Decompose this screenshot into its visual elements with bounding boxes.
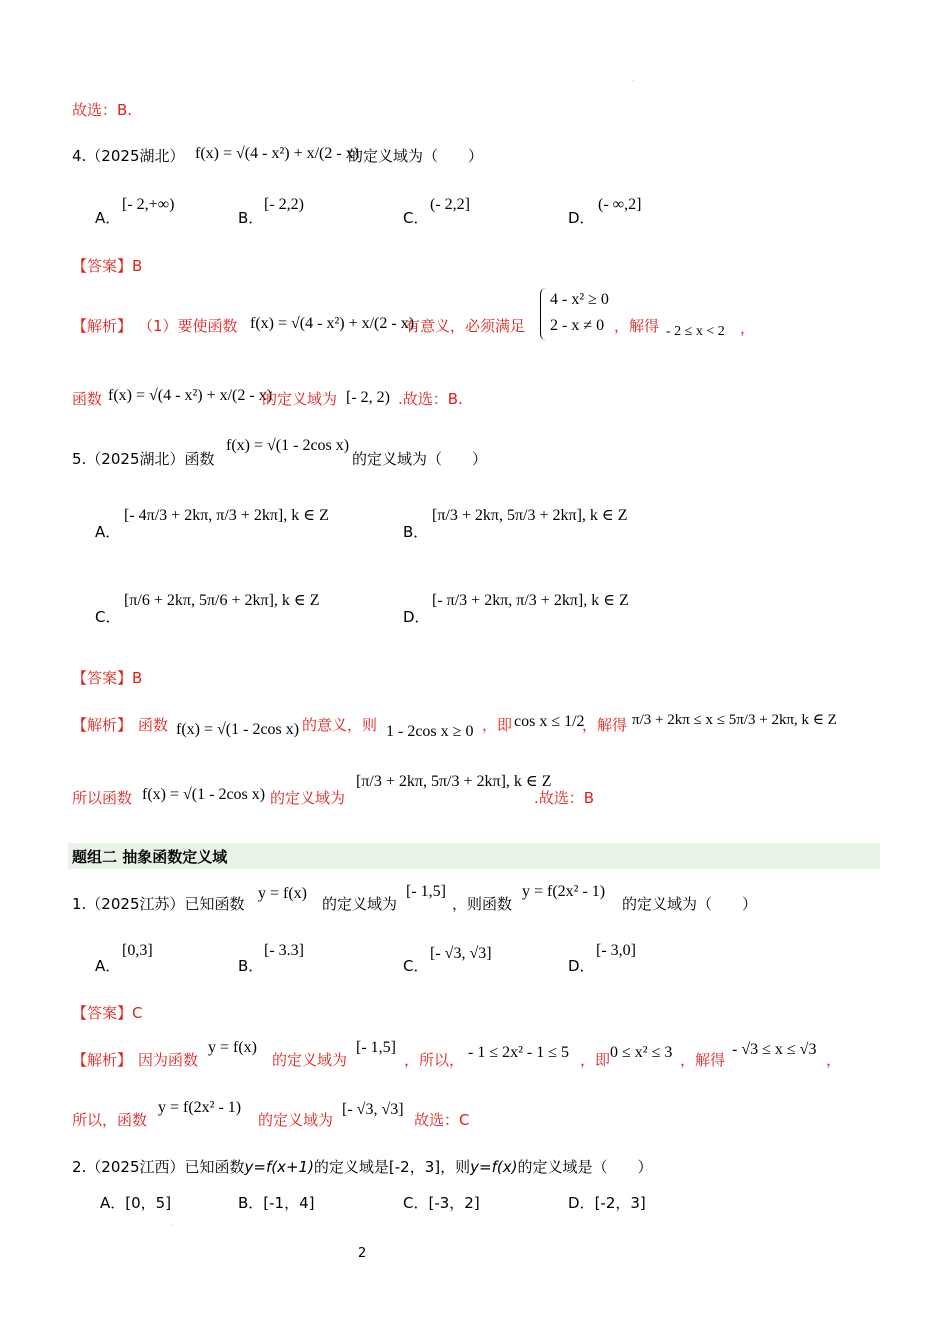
q2-option-a-value: [0，5] bbox=[125, 1194, 172, 1212]
q5-analysis-formula: f(x) = √(1 - 2cos x) bbox=[176, 721, 300, 738]
q5-option-b-value: [π/3 + 2kπ, 5π/3 + 2kπ], k ∈ Z bbox=[432, 507, 628, 524]
q2-option-b bbox=[238, 1193, 315, 1213]
q1-stem-mid2: ，则函数 bbox=[452, 895, 513, 913]
q4-stem-suffix: 的定义域为（ ） bbox=[348, 147, 484, 165]
q4-analysis-formula: f(x) = √(4 - x²) + x/(2 - x) bbox=[250, 315, 415, 332]
q2-stem-formula2: y=f(x) bbox=[470, 1158, 518, 1176]
q1-analysis-text-d: ，即 bbox=[580, 1051, 611, 1069]
q2-option-a bbox=[100, 1193, 171, 1213]
q5-analysis-line2-a: 所以函数 bbox=[72, 789, 133, 807]
q1-analysis-line2-b: 的定义域为 bbox=[258, 1111, 334, 1129]
q4-analysis-line2-formula: f(x) = √(4 - x²) + x/(2 - x) bbox=[108, 387, 273, 404]
q1-analysis-text-a: 因为函数 bbox=[138, 1051, 199, 1069]
q1-stem-prefix: 1.（2025江苏）已知函数 bbox=[72, 895, 245, 913]
q1-analysis-line2-c: 故选：C bbox=[414, 1111, 470, 1129]
q2-option-a-label: A． bbox=[100, 1194, 126, 1212]
q4-answer: 【答案】B bbox=[72, 257, 143, 275]
q4-analysis-end: ， bbox=[740, 319, 756, 337]
q5-answer: 【答案】B bbox=[72, 669, 143, 687]
q5-option-c-label: C． bbox=[95, 608, 121, 626]
q4-option-c-label: C． bbox=[403, 209, 429, 227]
q5-analysis-line2-c: .故选：B bbox=[534, 789, 595, 807]
q1-analysis-text-b: 的定义域为 bbox=[272, 1051, 348, 1069]
q5-analysis-line2-formula: f(x) = √(1 - 2cos x) bbox=[142, 786, 266, 803]
q5-analysis-text-d: ，解得 bbox=[582, 716, 628, 734]
q5-analysis-text-c: ，即 bbox=[482, 716, 513, 734]
q5-analysis-text-a: 函数 bbox=[138, 716, 169, 734]
q1-stem-suffix: 的定义域为（ ） bbox=[622, 895, 758, 913]
q2-option-b-label: B． bbox=[238, 1194, 264, 1212]
q1-analysis-interval: [- 1,5] bbox=[356, 1039, 396, 1056]
q1-analysis-line2-interval: [- √3, √3] bbox=[342, 1101, 404, 1118]
q1-option-c-label: C． bbox=[403, 957, 429, 975]
q1-interval1: [- 1,5] bbox=[406, 883, 446, 900]
q1-option-d-value: [- 3,0] bbox=[596, 942, 636, 959]
q2-option-c-label: C． bbox=[403, 1194, 429, 1212]
q4-analysis-text-c: ，解得 bbox=[614, 317, 660, 335]
q4-analysis-line2-a: 函数 bbox=[72, 390, 103, 408]
q4-system-row2: 2 - x ≠ 0 bbox=[550, 317, 605, 334]
q5-analysis-text-b: 的意义，则 bbox=[302, 716, 378, 734]
q5-formula: f(x) = √(1 - 2cos x) bbox=[226, 437, 350, 454]
q1-answer: 【答案】C bbox=[72, 1004, 143, 1022]
q1-analysis-formula: y = f(x) bbox=[208, 1039, 258, 1056]
q4-option-a-label: A． bbox=[95, 209, 121, 227]
q4-option-d-value: (- ∞,2] bbox=[598, 196, 642, 213]
q5-option-c-value: [π/6 + 2kπ, 5π/6 + 2kπ], k ∈ Z bbox=[124, 592, 320, 609]
q1-formula2: y = f(2x² - 1) bbox=[522, 883, 606, 900]
q2-option-d bbox=[568, 1193, 646, 1213]
q5-analysis-label: 【解析】 bbox=[72, 716, 133, 734]
q1-formula1: y = f(x) bbox=[258, 885, 308, 902]
q2-stem-prefix: 2.（2025江西）已知函数 bbox=[72, 1158, 245, 1176]
q2-stem-mid: 的定义域是[-2，3]，则 bbox=[313, 1158, 471, 1176]
q4-option-c-value: (- 2,2] bbox=[430, 196, 470, 213]
q4-analysis-line2-b: 的定义域为 bbox=[262, 390, 338, 408]
q4-formula: f(x) = √(4 - x²) + x/(2 - x) bbox=[195, 145, 360, 162]
q4-option-d-label: D． bbox=[568, 209, 595, 227]
q1-option-a-value: [0,3] bbox=[122, 942, 153, 959]
q2-stem bbox=[72, 1157, 652, 1177]
q5-option-a-value: [- 4π/3 + 2kπ, π/3 + 2kπ], k ∈ Z bbox=[124, 507, 329, 524]
section-title: 题组二 抽象函数定义域 bbox=[72, 848, 228, 866]
prev-answer: 故选：B. bbox=[72, 101, 133, 119]
q5-option-d-label: D． bbox=[403, 608, 430, 626]
q4-analysis-line2-c: .故选：B. bbox=[398, 390, 463, 408]
page-number: 2 bbox=[358, 1246, 367, 1261]
q2-option-d-label: D． bbox=[568, 1194, 595, 1212]
q1-analysis-ineq2: 0 ≤ x² ≤ 3 bbox=[610, 1044, 673, 1061]
q2-option-b-value: [-1，4] bbox=[263, 1194, 315, 1212]
q1-analysis-ineq: - 1 ≤ 2x² - 1 ≤ 5 bbox=[468, 1044, 570, 1061]
q1-option-b-label: B． bbox=[238, 957, 264, 975]
q4-option-b-value: [- 2,2) bbox=[264, 196, 304, 213]
q4-analysis-text-a: （1）要使函数 bbox=[138, 317, 238, 335]
q5-option-a-label: A． bbox=[95, 523, 121, 541]
q2-option-d-value: [-2，3] bbox=[594, 1194, 646, 1212]
q4-system-row1: 4 - x² ≥ 0 bbox=[550, 291, 609, 308]
q1-option-b-value: [- 3.3] bbox=[264, 942, 304, 959]
q1-analysis-text-c: ，所以， bbox=[404, 1051, 465, 1069]
q1-analysis-label: 【解析】 bbox=[72, 1051, 133, 1069]
q4-analysis-label: 【解析】 bbox=[72, 317, 133, 335]
q5-analysis-line2-interval: [π/3 + 2kπ, 5π/3 + 2kπ], k ∈ Z bbox=[356, 773, 552, 790]
q5-stem-prefix: 5.（2025湖北）函数 bbox=[72, 450, 215, 468]
q5-analysis-ineq: 1 - 2cos x ≥ 0 bbox=[386, 723, 474, 740]
q4-analysis-line2-interval: [- 2, 2) bbox=[346, 389, 390, 406]
q2-stem-formula1: y=f(x+1) bbox=[244, 1158, 314, 1176]
bottom-dot: · bbox=[172, 1222, 174, 1229]
q4-analysis-text-b: 有意义，必须满足 bbox=[405, 317, 526, 335]
q1-analysis-line2-a: 所以，函数 bbox=[72, 1111, 148, 1129]
q1-analysis-line2-formula: y = f(2x² - 1) bbox=[158, 1099, 242, 1116]
q2-stem-suffix: 的定义域是（ ） bbox=[517, 1158, 653, 1176]
q1-analysis-end: ， bbox=[826, 1051, 842, 1069]
q5-analysis-ineq2: cos x ≤ 1/2 bbox=[514, 713, 585, 730]
q1-option-c-value: [- √3, √3] bbox=[430, 945, 492, 962]
corner-dot: · bbox=[632, 78, 634, 85]
q5-option-b-label: B． bbox=[403, 523, 429, 541]
q1-analysis-text-e: ，解得 bbox=[680, 1051, 726, 1069]
q2-option-c bbox=[403, 1193, 480, 1213]
q4-system-brace bbox=[540, 288, 547, 340]
q2-option-c-value: [-3，2] bbox=[428, 1194, 480, 1212]
q1-option-d-label: D． bbox=[568, 957, 595, 975]
q4-option-a-value: [- 2,+∞) bbox=[122, 196, 175, 213]
q4-stem-prefix: 4.（2025湖北） bbox=[72, 147, 185, 165]
q1-option-a-label: A． bbox=[95, 957, 121, 975]
q5-option-d-value: [- π/3 + 2kπ, π/3 + 2kπ], k ∈ Z bbox=[432, 592, 629, 609]
q5-stem-suffix: 的定义域为（ ） bbox=[352, 450, 488, 468]
q4-option-b-label: B． bbox=[238, 209, 264, 227]
q5-analysis-result: π/3 + 2kπ ≤ x ≤ 5π/3 + 2kπ, k ∈ Z bbox=[632, 712, 837, 728]
q4-analysis-result: - 2 ≤ x < 2 bbox=[666, 324, 725, 339]
q5-analysis-line2-b: 的定义域为 bbox=[270, 789, 346, 807]
q1-stem-mid1: 的定义域为 bbox=[322, 895, 398, 913]
q1-analysis-result: - √3 ≤ x ≤ √3 bbox=[732, 1041, 817, 1058]
